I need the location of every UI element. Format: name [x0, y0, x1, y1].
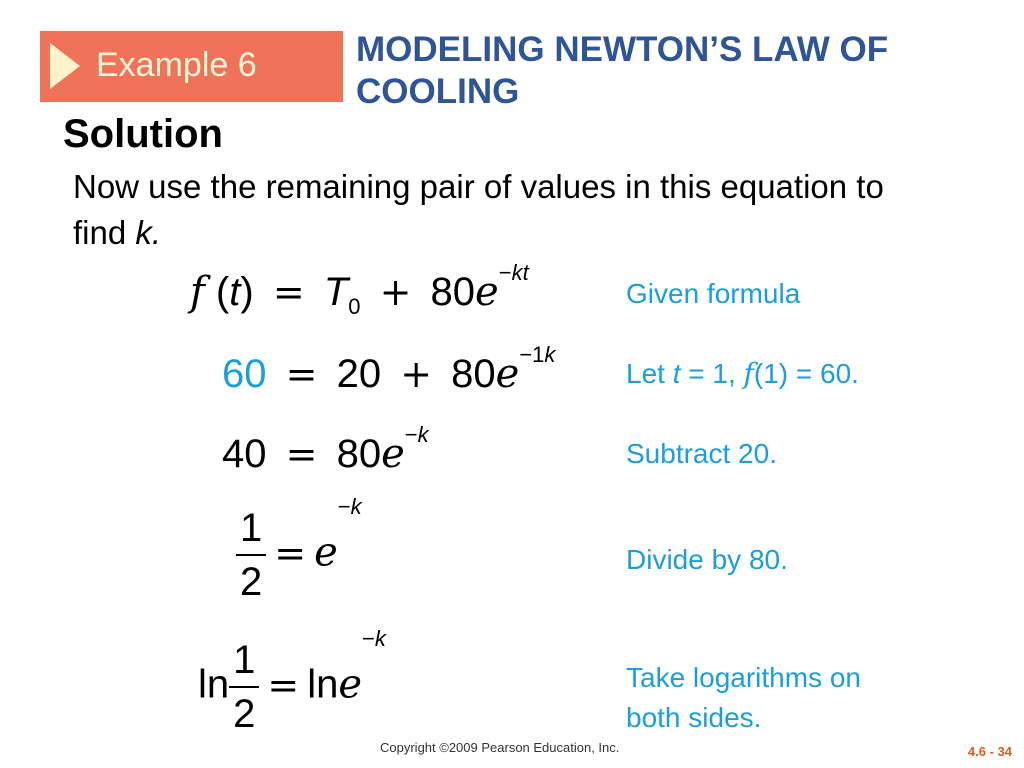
equation-given-formula: f $(t) = T_0 + 80e^{-kt}$ — [190, 260, 529, 319]
intro-sentence: Now use the remaining pair of values in this equation to find — [73, 168, 884, 251]
example-label: Example 6 — [96, 46, 257, 84]
step-note-4: Divide by 80. — [626, 544, 788, 575]
step-note-3: Subtract 20. — [626, 438, 777, 469]
equation-subtract: $40 = 80e^{-k}$ — [222, 422, 429, 477]
equation-substitute: $60 = 20 + 80e^{-1k}$ — [222, 342, 556, 397]
step-note-1: Given formula — [626, 278, 801, 309]
fraction-one-half-log: $\frac{1}{2}$ — [229, 638, 259, 736]
play-arrow-icon — [50, 43, 80, 89]
intro-variable: k. — [135, 214, 162, 251]
equation-divide: $\frac{1}{2}$ = $e^{-k}$ — [236, 506, 362, 604]
section-title: MODELING NEWTON’S LAW OF COOLING — [356, 30, 889, 111]
note-2-f: f — [743, 357, 754, 390]
note-5-line-2: both sides. — [626, 702, 762, 733]
note-5-line-1: Take logarithms on — [626, 662, 862, 693]
step-note-5 — [626, 658, 861, 738]
example-badge — [40, 31, 343, 102]
note-2-prefix: Let — [626, 358, 673, 389]
intro-text — [73, 164, 893, 256]
slide-number: 4.6 - 34 — [967, 744, 1012, 759]
equation-logarithms: ln $\frac{1}{2}$ = lne$^{-k}$ — [198, 626, 386, 736]
note-2-t: t — [672, 358, 681, 389]
copyright-footer: Copyright ©2009 Pearson Education, Inc. — [380, 740, 620, 755]
note-2-mid: = 1, — [680, 358, 744, 389]
note-2-tail: (1) = 60. — [753, 358, 859, 389]
step-note-2 — [626, 354, 859, 394]
solution-heading: Solution — [63, 112, 223, 156]
fraction-one-half: $\frac{1}{2}$ — [236, 506, 266, 604]
